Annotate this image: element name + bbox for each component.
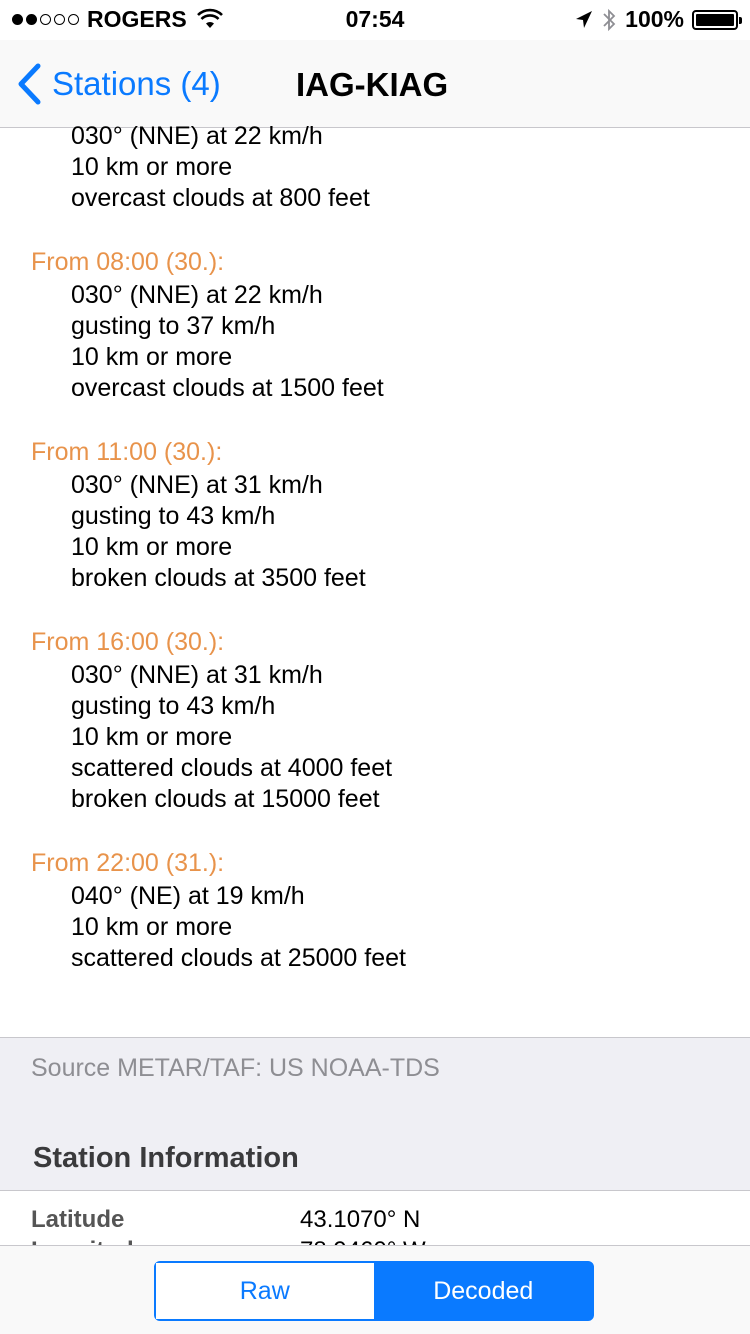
- period-title: From 22:00 (31.):: [31, 849, 225, 877]
- back-button[interactable]: [16, 62, 221, 106]
- info-label: Latitude: [31, 1206, 125, 1233]
- forecast-line: 030° (NNE) at 31 km/h: [71, 661, 323, 689]
- source-section: [0, 1037, 750, 1191]
- forecast-line: 10 km or more: [71, 913, 233, 941]
- forecast-line: gusting to 37 km/h: [71, 312, 276, 340]
- period-title: From 08:00 (30.):: [31, 248, 225, 276]
- status-right: [575, 6, 738, 33]
- forecast-list: [0, 121, 750, 1007]
- location-arrow-icon: [575, 10, 593, 30]
- forecast-line: gusting to 43 km/h: [71, 692, 276, 720]
- bluetooth-icon: [601, 8, 617, 32]
- navigation-bar: [0, 40, 750, 128]
- station-info-header: Station Information: [33, 1142, 299, 1174]
- forecast-line: broken clouds at 3500 feet: [71, 564, 366, 592]
- forecast-period: [0, 437, 750, 594]
- forecast-line: broken clouds at 15000 feet: [71, 785, 380, 813]
- source-label: Source METAR/TAF: US NOAA-TDS: [31, 1054, 440, 1082]
- info-value: 43.1070° N: [300, 1206, 421, 1233]
- battery-percent: 100%: [625, 6, 684, 32]
- forecast-line: scattered clouds at 4000 feet: [71, 754, 393, 782]
- forecast-scroll-view[interactable]: [0, 122, 750, 1245]
- view-mode-segmented-control: [154, 1261, 594, 1321]
- period-title: From 16:00 (30.):: [31, 628, 225, 656]
- raw-segment[interactable]: Raw: [156, 1263, 375, 1319]
- page-title: IAG-KIAG: [296, 66, 449, 103]
- forecast-line: scattered clouds at 25000 feet: [71, 944, 406, 972]
- period-title: From 11:00 (30.):: [31, 438, 223, 466]
- battery-icon: [692, 10, 738, 30]
- forecast-initial: [0, 121, 750, 214]
- chevron-left-icon: [16, 62, 42, 106]
- status-bar: [0, 0, 750, 40]
- forecast-line: 10 km or more: [71, 343, 233, 371]
- decoded-segment[interactable]: Decoded: [375, 1263, 593, 1319]
- forecast-line: 10 km or more: [71, 533, 233, 561]
- forecast-line: gusting to 43 km/h: [71, 502, 276, 530]
- forecast-line: 10 km or more: [71, 153, 233, 181]
- forecast-line: 030° (NNE) at 22 km/h: [71, 122, 323, 150]
- forecast-period: [0, 627, 750, 815]
- carrier-label: ROGERS: [87, 6, 187, 32]
- bottom-toolbar: [0, 1245, 750, 1334]
- forecast-line: 10 km or more: [71, 723, 233, 751]
- status-time: 07:54: [345, 6, 405, 32]
- forecast-line: 030° (NNE) at 22 km/h: [71, 281, 323, 309]
- forecast-period: [0, 848, 750, 974]
- back-button-label: Stations (4): [52, 65, 221, 102]
- forecast-period: [0, 247, 750, 404]
- forecast-line: overcast clouds at 800 feet: [71, 184, 370, 212]
- forecast-line: 030° (NNE) at 31 km/h: [71, 471, 323, 499]
- forecast-line: overcast clouds at 1500 feet: [71, 374, 384, 402]
- forecast-line: 040° (NE) at 19 km/h: [71, 882, 305, 910]
